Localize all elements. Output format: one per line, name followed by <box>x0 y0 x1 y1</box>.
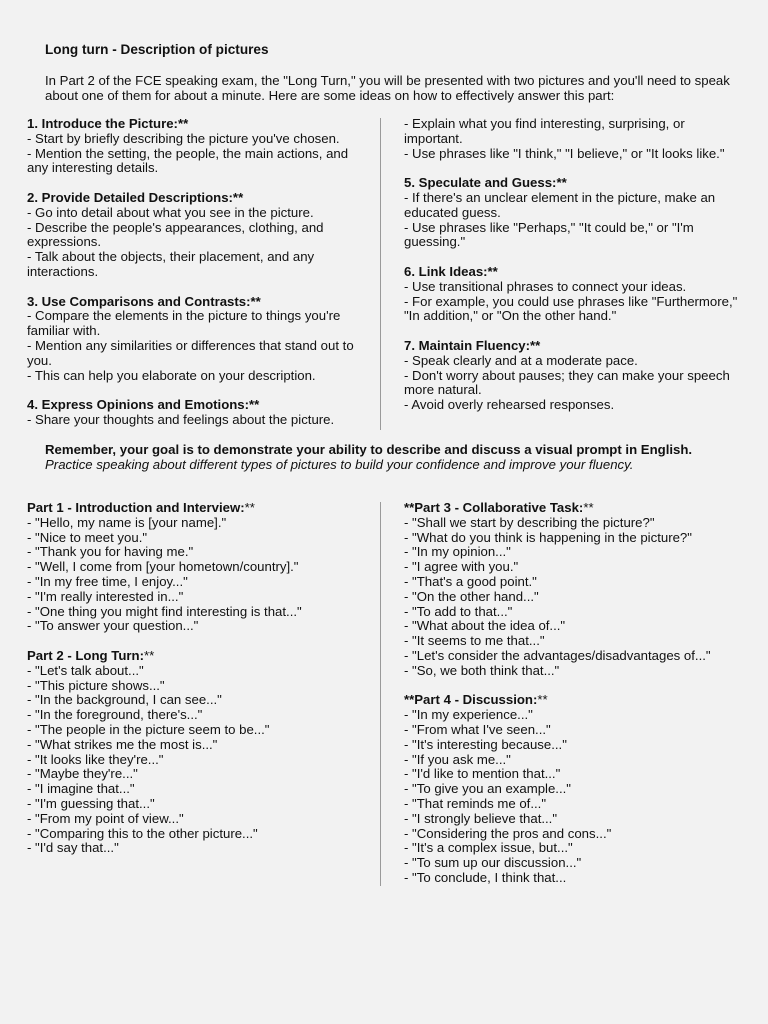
column-divider-top <box>380 118 381 430</box>
list-item: - "To give you an example..." <box>404 781 571 797</box>
list-item: - "To sum up our discussion..." <box>404 855 582 871</box>
section <box>27 398 372 428</box>
heading-text: 7. Maintain Fluency:** <box>404 337 541 353</box>
list-item: - "This picture shows..." <box>27 677 165 693</box>
list-item: - Talk about the objects, their placement, and any interactions. <box>27 249 315 279</box>
section <box>404 501 749 679</box>
list-item: - "Well, I come from [your hometown/country]." <box>27 559 299 575</box>
heading-suffix: ** <box>537 692 548 708</box>
section-heading <box>27 117 372 132</box>
section-heading <box>27 191 372 206</box>
section-heading <box>404 339 744 354</box>
heading-text: 6. Link Ideas:** <box>404 263 498 279</box>
list-item: - "That's a good point." <box>404 573 537 589</box>
list-item: - "Comparing this to the other picture..." <box>27 825 258 841</box>
section-heading <box>404 501 749 516</box>
section <box>404 265 744 324</box>
heading-suffix: ** <box>244 500 255 515</box>
list-item: - "On the other hand..." <box>404 588 539 604</box>
section-heading <box>404 176 744 191</box>
list-item: - "In the background, I can see..." <box>27 692 222 708</box>
list-item: - "From my point of view..." <box>27 810 184 826</box>
list-item: - Start by briefly describing the picture you've chosen. <box>27 130 340 146</box>
list-item: - "Shall we start by describing the picture?" <box>404 514 655 530</box>
list-item: - "It seems to me that..." <box>404 633 545 649</box>
section-heading <box>27 398 372 413</box>
list-item: - Share your thoughts and feelings about the picture. <box>27 411 335 427</box>
section-heading <box>404 265 744 280</box>
list-item: - "What strikes me the most is..." <box>27 736 218 752</box>
list-item: - Go into detail about what you see in the picture. <box>27 204 314 220</box>
heading-suffix: ** <box>583 500 594 515</box>
heading-suffix: ** <box>143 647 155 663</box>
list-item: - "If you ask me..." <box>404 751 511 767</box>
heading-text: 5. Speculate and Guess:** <box>404 175 567 191</box>
list-item: - "Let's talk about..." <box>27 662 144 678</box>
tips-right-column <box>404 117 744 413</box>
list-item: - Don't worry about pauses; they can make your speech more natural. <box>404 367 730 398</box>
heading-text: 4. Express Opinions and Emotions:** <box>27 397 260 413</box>
list-item: - Mention the setting, the people, the main actions, and any interesting details. <box>27 145 349 176</box>
list-item: - "It's a complex issue, but..." <box>404 840 573 856</box>
list-item: - "I agree with you." <box>404 559 519 575</box>
heading-text: Part 2 - Long Turn: <box>27 647 144 663</box>
remember-bold-text: Remember, your goal is to demonstrate your ability to describe and discuss a visual prompt in English. <box>45 442 693 457</box>
list-item: - Use phrases like "I think," "I believe," or "It looks like." <box>404 145 725 161</box>
section <box>27 117 372 176</box>
list-item: - For example, you could use phrases like "Furthermore," "In addition," or "On the other hand." <box>404 293 738 324</box>
heading-text: Part 1 - Introduction and Interview: <box>27 500 245 515</box>
list-item: - "It's interesting because..." <box>404 736 567 752</box>
list-item: - "Hello, my name is [your name]." <box>27 514 227 530</box>
list-item: - Describe the people's appearances, clothing, and expressions. <box>27 219 324 250</box>
list-item: - This can help you elaborate on your description. <box>27 367 316 383</box>
phrases-left-column <box>27 501 372 856</box>
list-item: - "I'd like to mention that..." <box>404 766 561 782</box>
list-item: - "I'm guessing that..." <box>27 795 155 811</box>
section-heading <box>27 295 372 310</box>
heading-text: 1. Introduce the Picture:** <box>27 116 189 131</box>
heading-text: Part 4 - Discussion: <box>414 692 538 708</box>
section <box>27 191 372 280</box>
list-item: - "Let's consider the advantages/disadvantages of..." <box>404 647 711 663</box>
list-item: - "It looks like they're..." <box>27 751 164 767</box>
list-item: - "To conclude, I think that... <box>404 869 567 885</box>
section-heading <box>404 693 749 708</box>
heading-prefix: ** <box>404 692 415 708</box>
list-item: - "What do you think is happening in the picture?" <box>404 529 692 545</box>
heading-text: 2. Provide Detailed Descriptions:** <box>27 189 244 205</box>
section <box>27 501 372 634</box>
list-item: - "To answer your question..." <box>27 618 199 634</box>
column-divider-bottom <box>380 502 381 886</box>
list-item: - "Nice to meet you." <box>27 529 148 545</box>
section-heading <box>27 501 372 516</box>
list-item: - "In my experience..." <box>404 707 533 723</box>
list-item: - "In my free time, I enjoy..." <box>27 573 188 589</box>
list-item: - "So, we both think that..." <box>404 662 560 678</box>
list-item: - Mention any similarities or differences that stand out to you. <box>27 337 354 368</box>
list-item: - "I strongly believe that..." <box>404 810 558 826</box>
list-item: - Compare the elements in the picture to things you're familiar with. <box>27 308 341 339</box>
list-item: - "Thank you for having me." <box>27 544 194 560</box>
remember-paragraph <box>45 442 705 472</box>
section <box>404 176 744 250</box>
heading-text: 3. Use Comparisons and Contrasts:** <box>27 293 261 309</box>
list-item: - "That reminds me of..." <box>404 795 547 811</box>
remember-italic-text: Practice speaking about different types of pictures to build your confidence and improve your fluency. <box>45 457 634 472</box>
phrases-right-column <box>404 501 749 886</box>
list-item: - "In my opinion..." <box>404 544 511 560</box>
list-item: - "What about the idea of..." <box>404 618 566 634</box>
heading-prefix: ** <box>404 500 415 515</box>
section <box>404 693 749 885</box>
intro-paragraph: In Part 2 of the FCE speaking exam, the "Long Turn," you will be presented with two pictures and you'll need to speak about one of them for about a minute. Here are some ideas on how to effectively answer this part: <box>45 73 730 103</box>
list-item: - "I'm really interested in..." <box>27 588 184 604</box>
list-item: - If there's an unclear element in the picture, make an educated guess. <box>404 189 716 220</box>
list-item: - Use transitional phrases to connect your ideas. <box>404 278 687 294</box>
list-item: - "To add to that..." <box>404 603 513 619</box>
section <box>27 649 372 856</box>
list-item: - "From what I've seen..." <box>404 721 551 737</box>
tips-left-column <box>27 117 372 428</box>
list-item: - Use phrases like "Perhaps," "It could be," or "I'm guessing." <box>404 219 694 250</box>
list-item: - Avoid overly rehearsed responses. <box>404 397 615 413</box>
list-item: - "I'd say that..." <box>27 840 119 856</box>
page-title: Long turn - Description of pictures <box>45 42 269 57</box>
section <box>404 117 744 161</box>
list-item: - "Maybe they're..." <box>27 766 138 782</box>
list-item: - "In the foreground, there's..." <box>27 707 203 723</box>
list-item: - "One thing you might find interesting is that..." <box>27 603 302 619</box>
list-item: - "I imagine that..." <box>27 781 135 797</box>
section <box>404 339 744 413</box>
list-item: - Explain what you find interesting, surprising, or important. <box>404 116 685 146</box>
heading-text: Part 3 - Collaborative Task: <box>414 500 584 515</box>
list-item: - Speak clearly and at a moderate pace. <box>404 352 638 368</box>
section-heading <box>27 649 372 664</box>
section <box>27 295 372 384</box>
list-item: - "The people in the picture seem to be..." <box>27 721 270 737</box>
list-item: - "Considering the pros and cons..." <box>404 825 612 841</box>
